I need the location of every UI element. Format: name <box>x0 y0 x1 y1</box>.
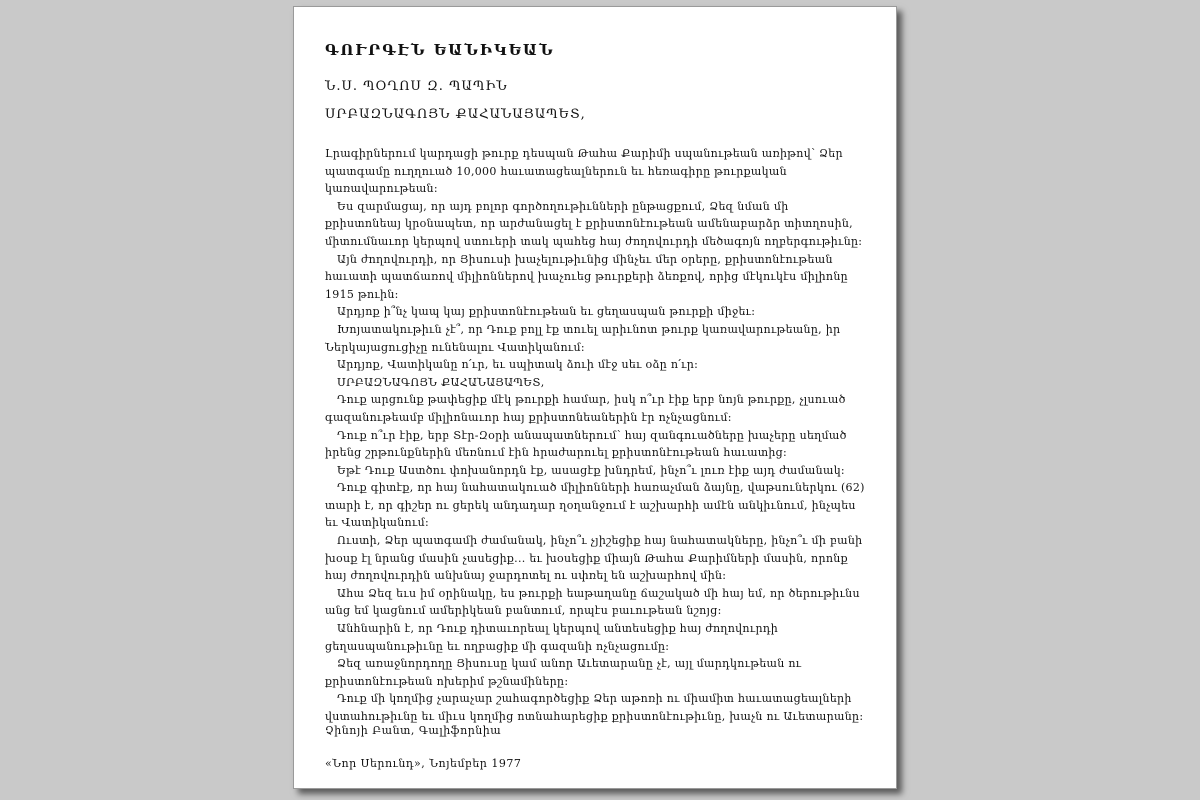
letter-author: ԳՈՒՐԳԷՆ ԵԱՆԻԿԵԱՆ <box>325 41 555 59</box>
body-paragraph: Դուք մի կողմից չարաչար շահագործեցիք Ձեր աթոռի ու միամիտ հաւատացեալների վստահութիւնը եւ միւս կողմից ոտնահարեցիք քրիստոնէութիւնը, խաչն ու Աւետարանը: <box>325 692 864 723</box>
body-paragraph: Դուք արցունք թափեցիք մէկ թուրքի համար, իսկ ո՞ւր էիք երբ նոյն թուրքը, չլսուած գազանութեամբ միլիոնաւոր հայ քրիստոնեաներին էր ոչնչացնում: <box>325 393 846 424</box>
letter-recipient: Ն.Ս. ՊՕՂՈՍ Զ. ՊԱՊԻՆ <box>325 79 508 94</box>
body-paragraph: Եթէ Դուք Աստծու փոխանորդն էք, ասացէք խնդրեմ, ինչո՞ւ լուռ էիք այդ ժամանակ: <box>337 463 845 477</box>
document-page <box>293 6 897 789</box>
body-paragraph: Դուք գիտէք, որ հայ նահատակուած միլիոնների հառաչման ձայնը, վաթսուներկու (62) տարի է, որ գիշեր ու ցերեկ անդադար ղօղանջում է աշխարհի ամէն անկիւնում, ինչպես եւ Վատիկանում: <box>325 481 865 530</box>
body-paragraph: Ես զարմացայ, որ այդ բոլոր գործողութիւնների ընթացքում, Ձեզ նման մի քրիստոնեայ կրօնապետ, որ արժանացել է քրիստոնէութեան ամենաբարձր տիտղոսին, միտումնաւոր կերպով ստուերի տակ պահեց հայ ժողովուրդի մեծագոյն ողբերգութիւնը: <box>325 199 863 248</box>
body-paragraph: Արդյոք, Վատիկանը ո՛ւր, եւ սպիտակ ձուի մէջ սեւ օձը ո՛ւր: <box>337 358 699 372</box>
body-paragraph: Այն ժողովուրդի, որ Յիսուսի խաչելութիւնից մինչեւ մեր օրերը, քրիստոնէութեան հաւատի պատճառով միլիոններով խաչուեց թուրքերի ձեռքով, որից մէկուկէս միլիոնը 1915 թուին: <box>325 252 848 301</box>
body-paragraph: Ձեզ առաջնորդողը Յիսուսը կամ անոր Աւետարանը չէ, այլ մարդկութեան ու քրիստոնէութեան ոխերիմ թշնամիները: <box>325 657 802 688</box>
body-paragraph: ՍՐԲԱԶՆԱԳՈՅՆ ՔԱՀԱՆԱՅԱՊԵՏ, <box>337 375 545 389</box>
body-paragraph: Դուք ո՞ւր էիք, երբ Տէր-Զօրի անապատներում՝ հայ զանգուածները խաչերը սեղմած իրենց շրթունքներին մեռնում էին հրաժարուել քրիստոնէութեան հաւատից: <box>325 428 847 460</box>
body-paragraph: Արդյոք ի՞նչ կապ կայ քրիստոնէութեան եւ ցեղասպան թուրքի միջեւ: <box>337 305 756 319</box>
letter-place: Չինոյի Բանտ, Գալիֆորնիա <box>325 724 502 737</box>
letter-body <box>325 145 865 726</box>
body-paragraph: Ահա Ձեզ եւս իմ օրինակը, ես թուրքի եաթաղանը ճաշակած մի հայ եմ, որ ծերութիւնս անց եմ կացնում ամերիկեան բանտում, որպէս բաւութեան նշոյց: <box>325 586 860 618</box>
letter-salutation: ՍՐԲԱԶՆԱԳՈՅՆ ՔԱՀԱՆԱՅԱՊԵՏ, <box>325 107 586 122</box>
body-paragraph: Ուստի, Ձեր պատգամի ժամանակ, ինչո՞ւ չյիշեցիք հայ նահատակները, ինչո՞ւ մի բանի խօսք էլ նրանց մասին չասեցիք... եւ խօսեցիք միայն Թահա Քարիմների մասին, որոնք հայ ժողովուրդին անխնայ ջարդոտել ու սփռել են աշխարհով մին: <box>325 534 863 583</box>
body-paragraph: Անհնարին է, որ Դուք դիտաւորեալ կերպով անտեսեցիք հայ ժողովուրդի ցեղասպանութիւնը եւ ողբացիք մի գազանի ոչնչացումը: <box>325 622 779 653</box>
body-paragraph: Խոյատակութիւն չէ՞, որ Դուք բոլլ էք տուել արիւնոտ թուրք կառավարութեանը, իր Ներկայացուցիչը ունենալու Վատիկանում: <box>325 322 841 354</box>
letter-source: «Նոր Սերունդ», Նոյեմբեր 1977 <box>325 757 522 770</box>
body-paragraph: Լրագիրներում կարդացի թուրք դեսպան Թահա Քարիմի սպանութեան առիթով՝ Ձեր պատգամը ուղղուած 10,000 հաւատացեալներուն եւ հեռագիրը թուրքական կառավարութեան: <box>325 147 843 196</box>
